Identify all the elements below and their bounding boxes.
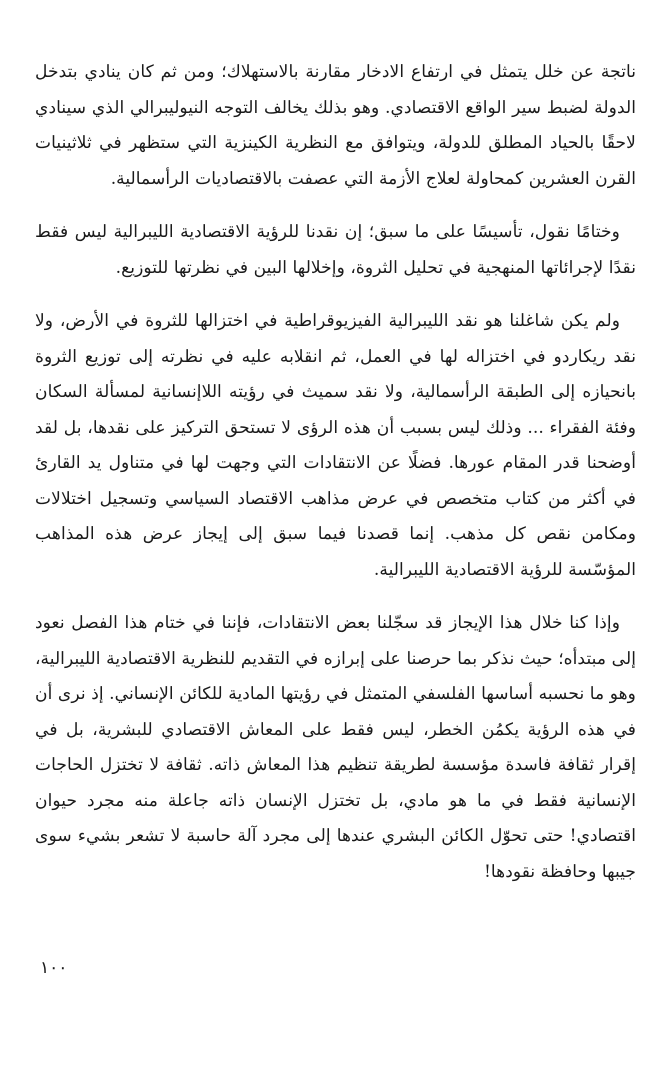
paragraph-3: ولم يكن شاغلنا هو نقد الليبرالية الفيزيوقراطية في اختزالها للثروة في الأرض، ولا نقد ريكاردو في اختزاله لها في العمل، ثم انقلابه عليه في نظرته إلى توزيع الثروة بانحيازه إلى الطبقة الرأسمالية، ولا نقد سميث في رؤيته اللاإنسانية لمسألة السكان وفئة الفقراء ... وذلك ليس بسبب أن هذه الرؤى لا تستحق التركيز على نقدها، بل لقد أوضحنا قدر المقام عورها. فضلًا عن الانتقادات التي وجهت لها في متناول يد القارئ في أكثر من كتاب متخصص في عرض مذاهب الاقتصاد السياسي وتسجيل اختلالات ومكامن نقص كل مذهب. إنما قصدنا فيما سبق إلى إيجاز عرض هذه المذاهب المؤسّسة للرؤية الاقتصادية الليبرالية. (35, 311, 636, 580)
paragraph-1: ناتجة عن خلل يتمثل في ارتفاع الادخار مقارنة بالاستهلاك؛ ومن ثم كان ينادي بتدخل الدولة لضبط سير الواقع الاقتصادي. وهو بذلك يخالف التوجه النيوليبرالي الذي سينادي لاحقًا بالحياد المطلق للدولة، ويتوافق مع النظرية الكينزية التي ستظهر في ثلاثينيات القرن العشرين كمحاولة لعلاج الأزمة التي عصفت بالاقتصاديات الرأسمالية. (35, 62, 636, 189)
paragraph-4: وإذا كنا خلال هذا الإيجاز قد سجّلنا بعض الانتقادات، فإننا في ختام هذا الفصل نعود إلى مبتدأه؛ حيث نذكر بما حرصنا على إبرازه في التقديم للنظرية الاقتصادية الليبرالية، وهو ما نحسبه أساسها الفلسفي المتمثل في رؤيتها المادية للكائن الإنساني. إذ نرى أن في هذه الرؤية يكمُن الخطر، ليس فقط على المعاش الاقتصادي للبشرية، بل في إقرار ثقافة فاسدة مؤسسة لطريقة تنظيم هذا المعاش ذاته. ثقافة لا تختزل الحاجات الإنسانية فقط في ما هو مادي، بل تختزل الإنسان ذاته جاعلة منه مجرد حيوان اقتصادي! حتى تحوّل الكائن البشري عندها إلى مجرد آلة حاسبة لا تشعر بشيء سوى جيبها وحافظة نقودها! (35, 613, 636, 882)
page-body (35, 55, 636, 908)
paragraph-2: وختامًا نقول، تأسيسًا على ما سبق؛ إن نقدنا للرؤية الاقتصادية الليبرالية ليس فقط نقدًا لإجرائاتها المنهجية في تحليل الثروة، وإخلالها البين في نظرتها للتوزيع. (35, 222, 636, 278)
page-number: ١٠٠ (40, 958, 68, 978)
